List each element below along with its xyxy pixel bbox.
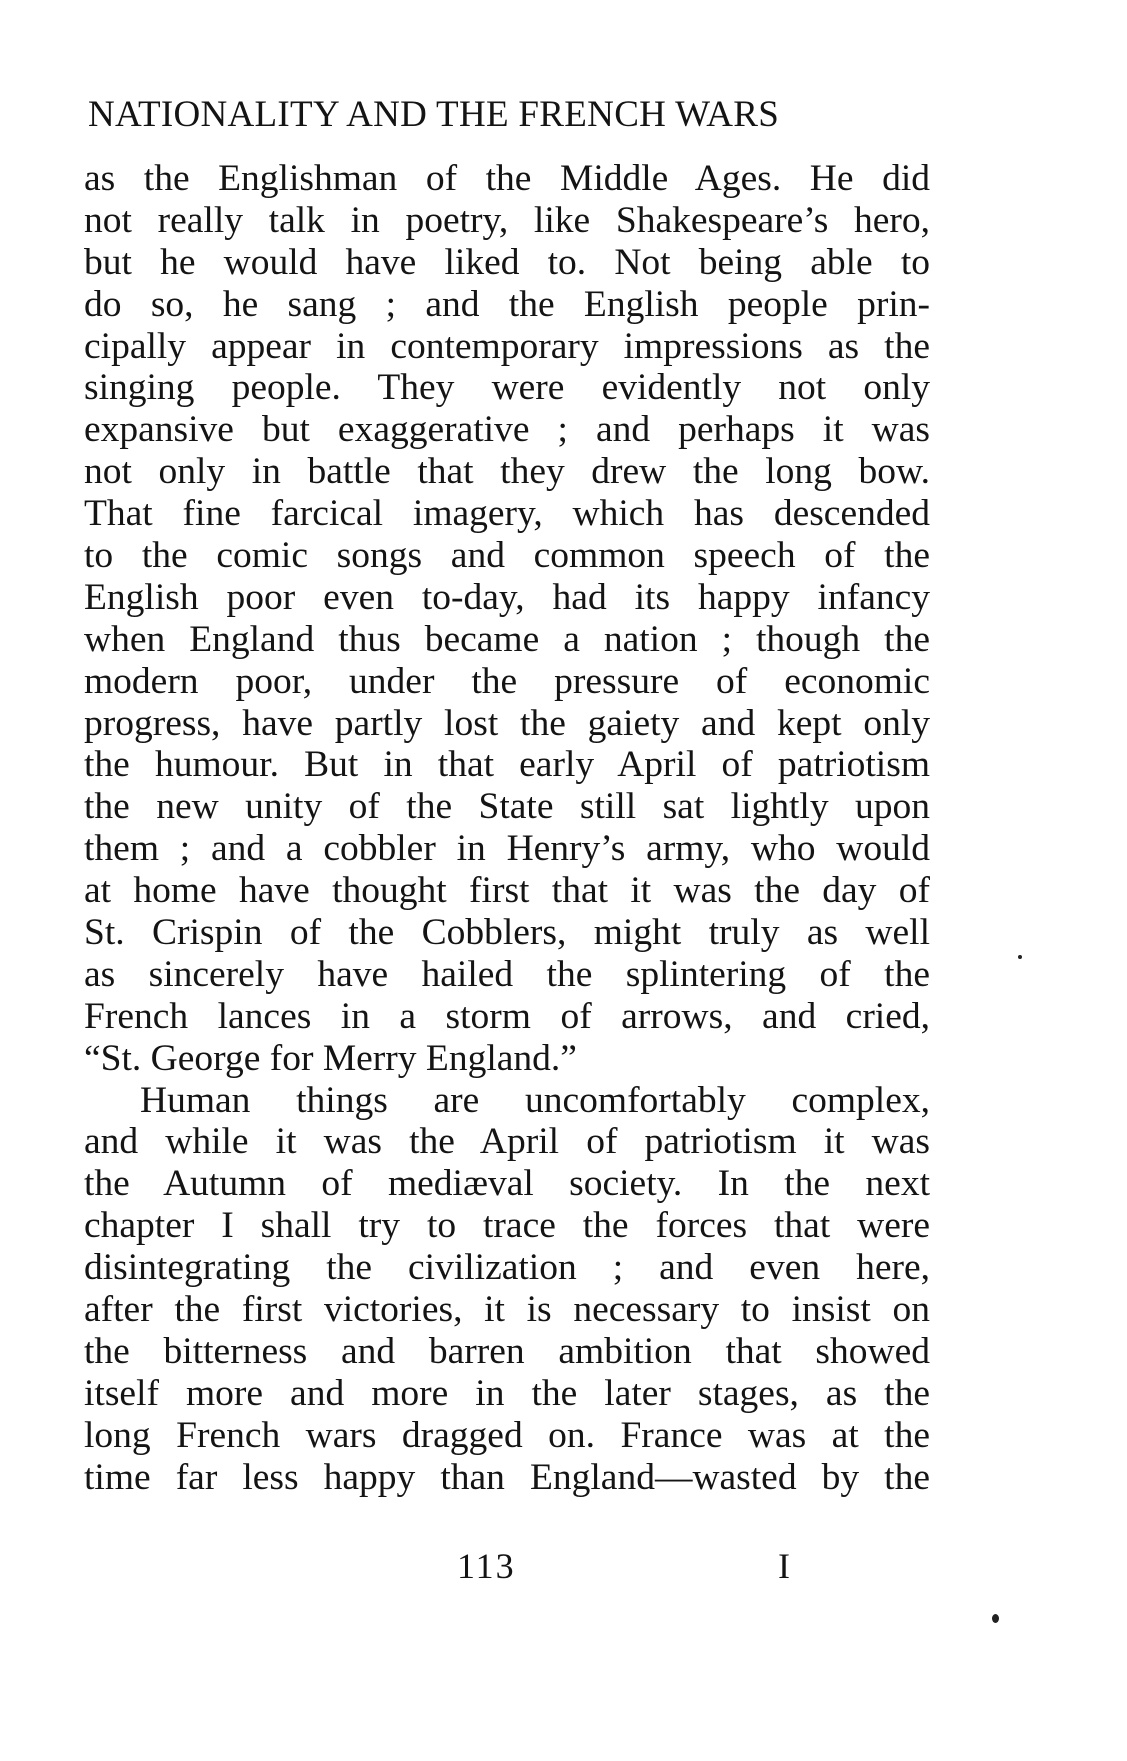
text-line: long French wars dragged on. France was at the bbox=[84, 1414, 930, 1456]
text-line: expansive but exaggerative ; and perhaps it was bbox=[84, 409, 930, 451]
text-line: progress, have partly lost the gaiety and kept only bbox=[84, 702, 930, 744]
paragraph-end-line: “St. George for Merry England.” bbox=[84, 1037, 577, 1079]
text-line: and while it was the April of patriotism it was bbox=[84, 1121, 930, 1163]
text-line: time far less happy than England—wasted by the bbox=[84, 1456, 930, 1498]
text-line: at home have thought first that it was the day of bbox=[84, 870, 930, 912]
text-line: cipally appear in contemporary impressions as the bbox=[84, 325, 930, 367]
text-line: disintegrating the civilization ; and even here, bbox=[84, 1247, 930, 1289]
text-line: the Autumn of mediæval society. In the next bbox=[84, 1163, 930, 1205]
text-line: the humour. But in that early April of patriotism bbox=[84, 744, 930, 786]
text-line: as sincerely have hailed the splintering of the bbox=[84, 953, 930, 995]
text-line: not only in battle that they drew the long bow. bbox=[84, 451, 930, 493]
text-line: French lances in a storm of arrows, and cried, bbox=[84, 995, 930, 1037]
text-line: That fine farcical imagery, which has descended bbox=[84, 493, 930, 535]
ink-speck bbox=[1018, 955, 1022, 959]
text-line: not really talk in poetry, like Shakespeare’s hero, bbox=[84, 199, 930, 241]
paragraph-start-line: Human things are uncomfortably complex, bbox=[140, 1079, 930, 1121]
text-line: do so, he sang ; and the English people prin- bbox=[84, 283, 930, 325]
text-line: English poor even to-day, had its happy infancy bbox=[84, 576, 930, 618]
text-line: to the comic songs and common speech of the bbox=[84, 535, 930, 577]
body-text bbox=[84, 158, 930, 1499]
text-line: as the Englishman of the Middle Ages. He did bbox=[84, 158, 930, 199]
text-line: them ; and a cobbler in Henry’s army, who would bbox=[84, 828, 930, 870]
text-line: the new unity of the State still sat lightly upon bbox=[84, 786, 930, 828]
signature-mark: I bbox=[778, 1546, 792, 1586]
text-line: but he would have liked to. Not being able to bbox=[84, 241, 930, 283]
running-head: NATIONALITY AND THE FRENCH WARS bbox=[88, 94, 780, 135]
text-line: modern poor, under the pressure of economic bbox=[84, 660, 930, 702]
text-line: St. Crispin of the Cobblers, might truly as well bbox=[84, 912, 930, 954]
ink-speck bbox=[992, 1614, 999, 1623]
text-line: singing people. They were evidently not only bbox=[84, 367, 930, 409]
text-line: when England thus became a nation ; though the bbox=[84, 618, 930, 660]
page-number: 113 bbox=[457, 1546, 516, 1586]
text-line: chapter I shall try to trace the forces that were bbox=[84, 1205, 930, 1247]
text-line: itself more and more in the later stages, as the bbox=[84, 1372, 930, 1414]
text-line: after the first victories, it is necessary to insist on bbox=[84, 1289, 930, 1331]
text-line: the bitterness and barren ambition that showed bbox=[84, 1330, 930, 1372]
